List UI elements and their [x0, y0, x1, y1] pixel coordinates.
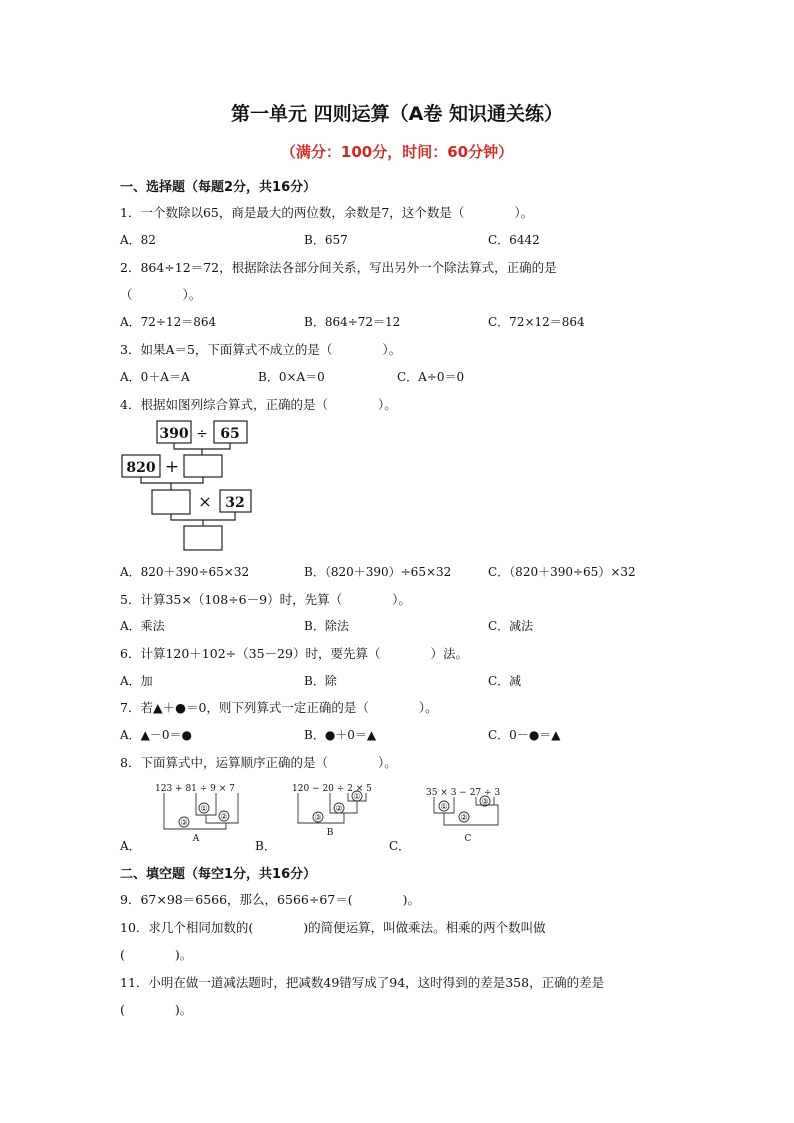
q2-option-b[interactable]: B．864÷72＝12 [304, 315, 401, 329]
q8-figure-a [148, 779, 248, 845]
question-3: 3．如果A＝5，下面算式不成立的是（ ）。 [120, 342, 402, 357]
q8-b-step-1: ① [353, 792, 361, 801]
q3-option-a[interactable]: A．0＋A＝A [120, 370, 190, 384]
q4-divide-sign: ÷ [196, 426, 208, 442]
q8-figure-c [420, 781, 520, 847]
q4-box-blank-1 [184, 455, 222, 477]
question-7: 7．若▲＋●＝0，则下列算式一定正确的是（ ）。 [120, 700, 438, 715]
q8-b-expression: 120 − 20 ÷ 2 × 5 [292, 784, 372, 794]
question-11-line2: ( )。 [120, 1002, 193, 1017]
q4-option-c[interactable]: C．（820＋390÷65）×32 [488, 565, 636, 579]
q4-times-sign: × [198, 492, 212, 511]
q5-option-c[interactable]: C．减法 [488, 619, 534, 633]
q8-c-step-1: ① [440, 802, 448, 811]
question-2: 2．864÷12＝72，根据除法各部分间关系，写出另外一个除法算式，正确的是 [120, 260, 557, 275]
page-title: 第一单元 四则运算（A卷 知识通关练） [231, 103, 563, 125]
q1-option-a[interactable]: A．82 [120, 233, 156, 247]
q3-option-b[interactable]: B．0×A＝0 [258, 370, 325, 384]
q4-plus-sign: + [164, 457, 180, 477]
q7-option-c[interactable]: C．0－●＝▲ [488, 728, 561, 742]
section-choice-heading: 一、选择题（每题2分，共16分） [120, 180, 317, 195]
q7-option-a[interactable]: A．▲－0＝● [120, 728, 193, 742]
q1-option-b[interactable]: B．657 [304, 233, 348, 247]
q5-option-b[interactable]: B．除法 [304, 619, 349, 633]
q4-calculation-diagram [118, 418, 258, 556]
q5-option-a[interactable]: A．乘法 [120, 619, 165, 633]
q8-b-step-2: ② [335, 804, 343, 813]
q6-option-b[interactable]: B．除 [304, 674, 337, 688]
q4-option-b[interactable]: B．（820＋390）÷65×32 [304, 565, 452, 579]
q8-option-a[interactable]: A． [120, 839, 141, 853]
q8-c-step-3: ③ [481, 797, 489, 806]
question-2-line2: （ ）。 [120, 287, 202, 302]
question-5: 5．计算35×（108÷6－9）时，先算（ ）。 [120, 592, 411, 607]
q4-number-820: 820 [126, 460, 156, 476]
question-8: 8．下面算式中，运算顺序正确的是（ ）。 [120, 755, 397, 770]
section-fill-heading: 二、填空题（每空1分，共16分） [120, 867, 317, 882]
q3-option-c[interactable]: C．A÷0＝0 [397, 370, 465, 384]
q4-option-a[interactable]: A．820＋390÷65×32 [120, 565, 250, 579]
q8-b-step-3: ③ [314, 813, 322, 822]
q4-number-32: 32 [225, 495, 245, 511]
q8-option-c[interactable]: C． [389, 839, 411, 853]
q2-option-a[interactable]: A．72÷12＝864 [120, 315, 217, 329]
q4-number-65: 65 [220, 426, 240, 442]
q8-figure-b [286, 779, 386, 845]
q8-c-label: C [464, 834, 472, 844]
question-10-line2: ( )。 [120, 947, 193, 962]
q4-box-result [184, 526, 222, 550]
question-4: 4．根据如图列综合算式，正确的是（ ）。 [120, 397, 397, 412]
question-6: 6．计算120＋102÷（35－29）时，要先算（ ）法。 [120, 646, 468, 661]
q7-option-b[interactable]: B．●＋0＝▲ [304, 728, 377, 742]
q6-option-a[interactable]: A．加 [120, 674, 153, 688]
q1-option-c[interactable]: C．6442 [488, 233, 540, 247]
q4-box-blank-2 [152, 490, 190, 514]
q8-a-step-1: ① [200, 804, 208, 813]
q2-option-c[interactable]: C．72×12＝864 [488, 315, 585, 329]
q8-a-expression: 123 + 81 ÷ 9 × 7 [155, 784, 235, 794]
question-10: 10．求几个相同加数的( )的简便运算，叫做乘法。相乘的两个数叫做 [120, 920, 546, 935]
q8-b-label: B [326, 828, 334, 838]
q6-option-c[interactable]: C．减 [488, 674, 522, 688]
question-9: 9．67×98＝6566，那么，6566÷67＝( )。 [120, 892, 420, 907]
q8-a-label: A [192, 834, 200, 844]
q8-a-step-3: ③ [180, 818, 188, 827]
q8-option-b[interactable]: B． [255, 839, 276, 853]
question-1: 1．一个数除以65，商是最大的两位数，余数是7，这个数是（ ）。 [120, 205, 534, 220]
question-11: 11．小明在做一道减法题时，把减数49错写成了94，这时得到的差是358，正确的差是 [120, 975, 605, 990]
q8-c-expression: 35 × 3 − 27 ÷ 3 [426, 788, 501, 798]
q4-number-390: 390 [159, 426, 189, 442]
q8-a-step-2: ② [220, 812, 228, 821]
q8-c-step-2: ② [460, 813, 468, 822]
page-subtitle: （满分：100分，时间：60分钟） [280, 143, 514, 161]
